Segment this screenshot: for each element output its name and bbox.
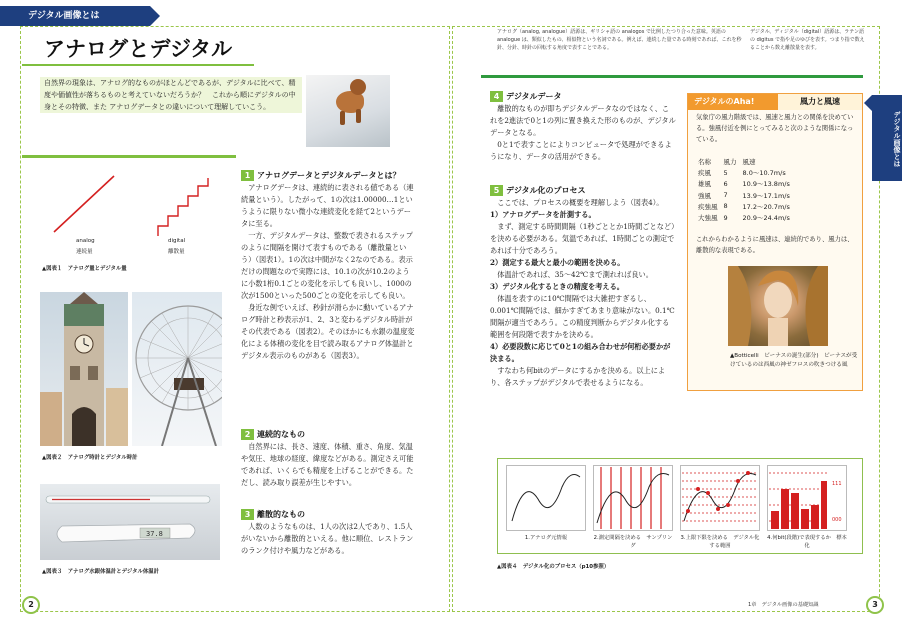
section-4: [490, 91, 676, 163]
section-4-heading: [490, 91, 676, 102]
page-number-left: 2: [22, 596, 40, 614]
table-header-row: [698, 156, 796, 167]
section-banner: デジタル画像とは: [0, 6, 150, 26]
page-title: アナログとデジタル: [22, 34, 254, 66]
section-3: [241, 509, 415, 557]
cell: 8: [723, 202, 728, 211]
section-4-number: 4: [490, 91, 503, 102]
section-2-number: 2: [241, 429, 254, 440]
section-5-number: 5: [490, 185, 503, 196]
thermometer-photo: [40, 484, 220, 560]
section-5: [490, 185, 676, 389]
venus-caption: ▲Botticelli ビーナスの誕生(部分) ビーナスが受けているのは西風の神ゼフロスの吹きつける風: [730, 353, 858, 368]
fig3-caption: ▲図表３ アナログ水銀体温計とデジタル体温計: [42, 569, 160, 575]
step-1-heading: 1）アナログデータを計測する。: [490, 210, 596, 219]
col-speed: 風速: [742, 158, 756, 167]
section-5-title: デジタル化のプロセス: [506, 186, 586, 195]
fig4-caption: ▲図表４ デジタル化のプロセス（p10参照）: [497, 564, 610, 570]
chapter-side-tab: デジタル画像とは: [872, 95, 902, 181]
wind-table: [698, 156, 796, 223]
section-1-number: 1: [241, 170, 254, 181]
step-4-label: 4.何bit(段階)で表現するか 標本化: [767, 535, 847, 549]
digital-jp-label: 離散量: [168, 249, 185, 255]
section-2-para: 自然界には、長さ、速度、体積、重さ、角度、気温や気圧、地球の経度、緯度などがある。測定さえ可能であれば、いくらでも精度を上げることができる。ただし、読み取り誤差が生じやすい。: [241, 442, 414, 487]
table-row: [698, 212, 796, 223]
section-4-title: デジタルデータ: [506, 92, 562, 101]
bits-bottom-label: 000: [832, 517, 842, 523]
section-3-title: 離散的なもの: [257, 510, 305, 519]
step-3-label: 3.上限下限を決める デジタル化する範囲: [680, 535, 760, 549]
venus-painting: [728, 266, 828, 346]
section-4-para-1: 離散的なものが即ちデジタルデータなのではなく、これを2進法で0と1の列に置き換えた形のものが、デジタルデータとなる。: [490, 104, 676, 137]
section-1-title: アナログデータとデジタルデータとは？: [257, 171, 401, 180]
divider: [481, 75, 863, 78]
fig2-caption: ▲図表２ アナログ時計とデジタル時計: [42, 455, 138, 461]
cell: 9: [723, 213, 728, 222]
cell: 8.0〜10.7m/s: [742, 169, 786, 178]
sidebar-conclusion: これからわかるように風速は、連続的であり、風力は、離散的な表現である。: [696, 236, 854, 254]
sidebar-subtitle: 風力と風速: [778, 94, 862, 110]
bits-top-label: 111: [832, 481, 842, 487]
section-2-heading: [241, 429, 415, 440]
section-3-number: 3: [241, 509, 254, 520]
section-2-title: 連続的なもの: [257, 430, 305, 439]
cell: 疾風: [698, 169, 711, 178]
section-3-para: 人数のようなものは、1人の次は2人であり、1.5人がいないから離散的といえる。他に順位、レストランのランク付けや風力などがある。: [241, 522, 414, 555]
cell: 20.9〜24.4m/s: [742, 214, 790, 223]
analog-label: analog: [76, 238, 95, 244]
step-1-text: まず、測定する時間間隔（1秒ごととか1時間ごとなど）を決める必要がある。気温であれば、1時間ごとの測定であれば十分であろう。: [490, 222, 675, 255]
section-1-para-3: 身近な例でいえば、秒針が滑らかに動いているアナログ時計と秒表示が1、2、3と変わるデジタル時計がその代表である（図表2）。そのほかにも水銀の温度変化による体積の変化を目で読み取るアナログ体温計とデジタル表示のものがある（図表3）。: [241, 303, 415, 360]
step-2-heading: 2）測定する最大と最小の範囲を決める。: [490, 258, 625, 267]
running-footer: 1章 デジタル画像の基礎知識: [748, 602, 819, 608]
analog-jp-label: 連続量: [76, 249, 93, 255]
step-4-heading: 4）必要段数に応じて0と1の組み合わせが何桁必要かが決まる。: [490, 342, 671, 363]
thermometer-display: 37.8: [146, 530, 163, 538]
section-1-para-2: 一方、デジタルデータは、整数で表されるステップのように間隔を開けて表すものである（離散量という）（図表1）。1の次は中間がなく2なのである。表示だけの問題なので実際には、10.1の次が10.2のように小数1桁0.1ごとの変化を示しても良いし、1000の次が1500といった500ごとの変化を示しても良い。: [241, 231, 413, 300]
section-5-heading: [490, 185, 676, 196]
step-1-label: 1.アナログ元情報: [524, 535, 568, 541]
cell: 6: [723, 179, 728, 188]
section-3-heading: [241, 509, 415, 520]
step-1-graph: [506, 465, 586, 531]
sidebar-header: [688, 94, 862, 110]
cell: 7: [723, 191, 728, 200]
table-row: [698, 167, 796, 178]
cell: 疾強風: [698, 202, 718, 211]
step-3-graph: [680, 465, 760, 531]
section-1-heading: [241, 170, 415, 181]
cell: 13.9〜17.1m/s: [742, 191, 790, 200]
table-row: [698, 190, 796, 201]
step-2-label: 2.測定間隔を決める サンプリング: [593, 535, 673, 549]
note-digital: デジタル、ディジタル（digital）語源は、ラテン語の digitus で指や足のゆびを表す。つまり指で数えることから数え離散量を表す。: [750, 29, 865, 51]
ferris-wheel-photo: [132, 292, 222, 446]
clock-tower-photo: [40, 292, 128, 446]
sidebar-title: デジタルのAha!: [694, 97, 755, 106]
cell: 雄風: [698, 180, 711, 189]
step-3-heading: 3）デジタル化するときの精度を考える。: [490, 282, 624, 291]
section-1: [241, 170, 415, 362]
analog-digital-diagram: [40, 170, 230, 252]
cell: 10.9〜13.8m/s: [742, 180, 790, 189]
digital-label: digital: [168, 238, 186, 244]
step-2-text: 体温計であれば、35〜42℃まで測れれば良い。: [497, 270, 653, 279]
section-5-intro: ここでは、プロセスの概要を理解しよう（図表4）。: [497, 198, 664, 207]
sidebar-intro: 気象庁の風力階級では、風速と風力との関係を決めている。強風付近を例にとってみると次のような関係になっている。: [696, 114, 854, 143]
intro-text: 自然界の現象は、アナログ的なものがほとんどであるが、デジタルに比べて、精度や価値性が落ちるものと考えていないだろうか？ これから順にデジタルの中身とその特徴、また アナログデータとの違いについて理解していこう。: [40, 77, 302, 113]
cell: 大強風: [698, 214, 718, 223]
col-name: 名称: [698, 158, 711, 167]
cell: 5: [723, 168, 728, 177]
dog-photo: [306, 75, 390, 147]
section-4-para-2: 0と1で表すことによりコンピュータで処理ができるようになり、データの活用ができる。: [490, 140, 672, 161]
section-2: [241, 429, 415, 489]
cell: 17.2〜20.7m/s: [742, 202, 790, 211]
table-row: [698, 201, 796, 212]
step-3-text: 体温を表すのに10℃間隔では大雑把すぎるし、0.001℃間隔では、細かすぎてあまり意味がない。0.1℃間隔が適当であろう。この精度判断からデジタル化する範囲を何段階で表すかを決める。: [490, 294, 675, 339]
table-row: [698, 178, 796, 189]
step-4-text: すなわち何bitのデータにするかを決める。以上により、各ステップがデジタルで表せるようになる。: [490, 366, 666, 387]
fig1-caption: ▲図表１ アナログ量とデジタル量: [42, 266, 127, 272]
col-force: 風力: [723, 158, 737, 167]
step-2-graph: [593, 465, 673, 531]
note-analog: アナログ（analog, analogue）語源は、ギリシャ語の analogos で比例したつり合った意味。英語の analogue は、類似したもの、相似物という名詞である。例えば、連続した量である時刻であれば、これを秒針、分針、時針の回転する角度で表すことである。: [497, 29, 742, 51]
cell: 強風: [698, 191, 711, 200]
page-number-right: 3: [866, 596, 884, 614]
divider: [22, 155, 236, 158]
section-1-para-1: アナログデータは、連続的に表される値である（連続量という）。したがって、1の次は1.00000…1というように限りない微小な連続変化を経て2というデータに至る。: [241, 183, 414, 228]
